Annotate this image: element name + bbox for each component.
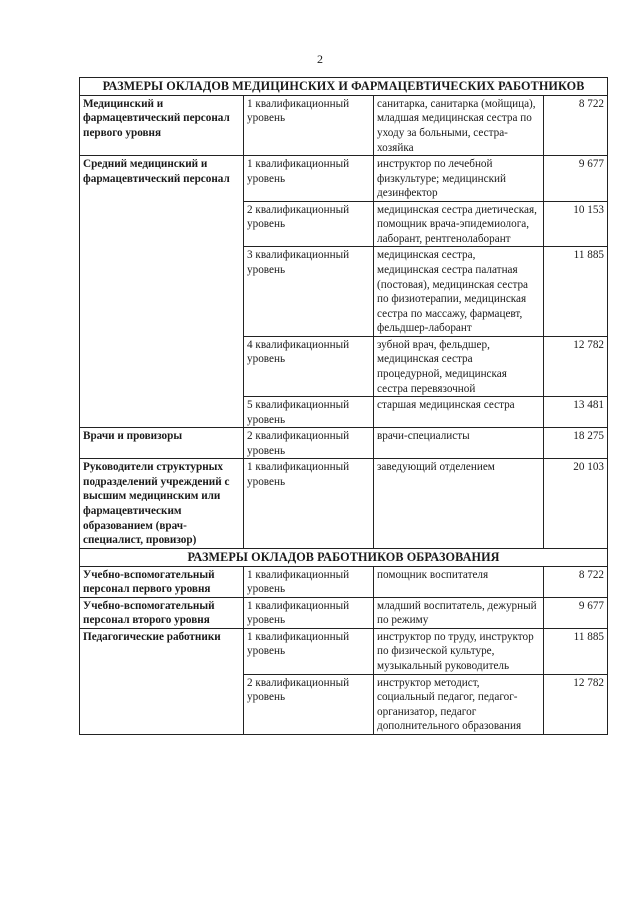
section-title: РАЗМЕРЫ ОКЛАДОВ РАБОТНИКОВ ОБРАЗОВАНИЯ [80,548,608,566]
table-row [80,459,608,548]
category-cell: Педагогические работники [80,628,244,734]
salary-cell: 9 677 [544,156,608,202]
qualification-level-cell: 5 квалификационный уровень [244,397,374,428]
positions-cell: инструктор по лечебной физкультуре; медицинский дезинфектор [374,156,544,202]
positions-cell: зубной врач, фельдшер, медицинская сестра процедурной, медицинская сестра перевязочной [374,336,544,396]
positions-cell: инструктор методист, социальный педагог, педагог- организатор, педагог дополнительного образования [374,674,544,734]
category-cell: Медицинский и фармацевтический персонал первого уровня [80,95,244,155]
qualification-level-cell: 4 квалификационный уровень [244,336,374,396]
category-cell: Учебно-вспомогательный персонал второго уровня [80,597,244,628]
positions-cell: медицинская сестра, медицинская сестра палатная (постовая), медицинская сестра по физиотерапии, медицинская сестра по массажу, фармацевт, фельдшер-лаборант [374,247,544,336]
positions-cell: врачи-специалисты [374,428,544,459]
positions-cell: санитарка, санитарка (мойщица), младшая медицинская сестра по уходу за больными, сестра-хозяйка [374,95,544,155]
qualification-level-cell: 1 квалификационный уровень [244,628,374,674]
table-row [80,628,608,674]
category-cell: Учебно-вспомогательный персонал первого уровня [80,566,244,597]
table-row [80,428,608,459]
positions-cell: медицинская сестра диетическая, помощник врача-эпидемиолога, лаборант, рентгенолаборант [374,201,544,247]
salary-cell: 8 722 [544,95,608,155]
table-row [80,566,608,597]
category-cell: Врачи и провизоры [80,428,244,459]
salary-cell: 9 677 [544,597,608,628]
salary-cell: 12 782 [544,674,608,734]
positions-cell: заведующий отделением [374,459,544,548]
qualification-level-cell: 2 квалификационный уровень [244,428,374,459]
table-row [80,95,608,155]
positions-cell: старшая медицинская сестра [374,397,544,428]
qualification-level-cell: 1 квалификационный уровень [244,597,374,628]
table-row [80,156,608,202]
salary-cell: 12 782 [544,336,608,396]
section-title: РАЗМЕРЫ ОКЛАДОВ МЕДИЦИНСКИХ И ФАРМАЦЕВТИЧЕСКИХ РАБОТНИКОВ [80,78,608,96]
salary-cell: 11 885 [544,247,608,336]
section-header-row [80,78,608,96]
salary-table [79,77,608,735]
page-number: 2 [317,52,323,66]
qualification-level-cell: 2 квалификационный уровень [244,674,374,734]
qualification-level-cell: 1 квалификационный уровень [244,156,374,202]
qualification-level-cell: 1 квалификационный уровень [244,95,374,155]
salary-cell: 10 153 [544,201,608,247]
qualification-level-cell: 2 квалификационный уровень [244,201,374,247]
qualification-level-cell: 1 квалификационный уровень [244,566,374,597]
positions-cell: помощник воспитателя [374,566,544,597]
salary-cell: 11 885 [544,628,608,674]
table-row [80,597,608,628]
category-cell: Руководители структурных подразделений учреждений с высшим медицинским или фармацевтическим образованием (врач-специалист, провизор) [80,459,244,548]
positions-cell: инструктор по труду, инструктор по физической культуре, музыкальный руководитель [374,628,544,674]
salary-cell: 8 722 [544,566,608,597]
salary-cell: 18 275 [544,428,608,459]
qualification-level-cell: 3 квалификационный уровень [244,247,374,336]
salary-cell: 20 103 [544,459,608,548]
salary-cell: 13 481 [544,397,608,428]
section-header-row [80,548,608,566]
positions-cell: младший воспитатель, дежурный по режиму [374,597,544,628]
category-cell: Средний медицинский и фармацевтический персонал [80,156,244,428]
qualification-level-cell: 1 квалификационный уровень [244,459,374,548]
